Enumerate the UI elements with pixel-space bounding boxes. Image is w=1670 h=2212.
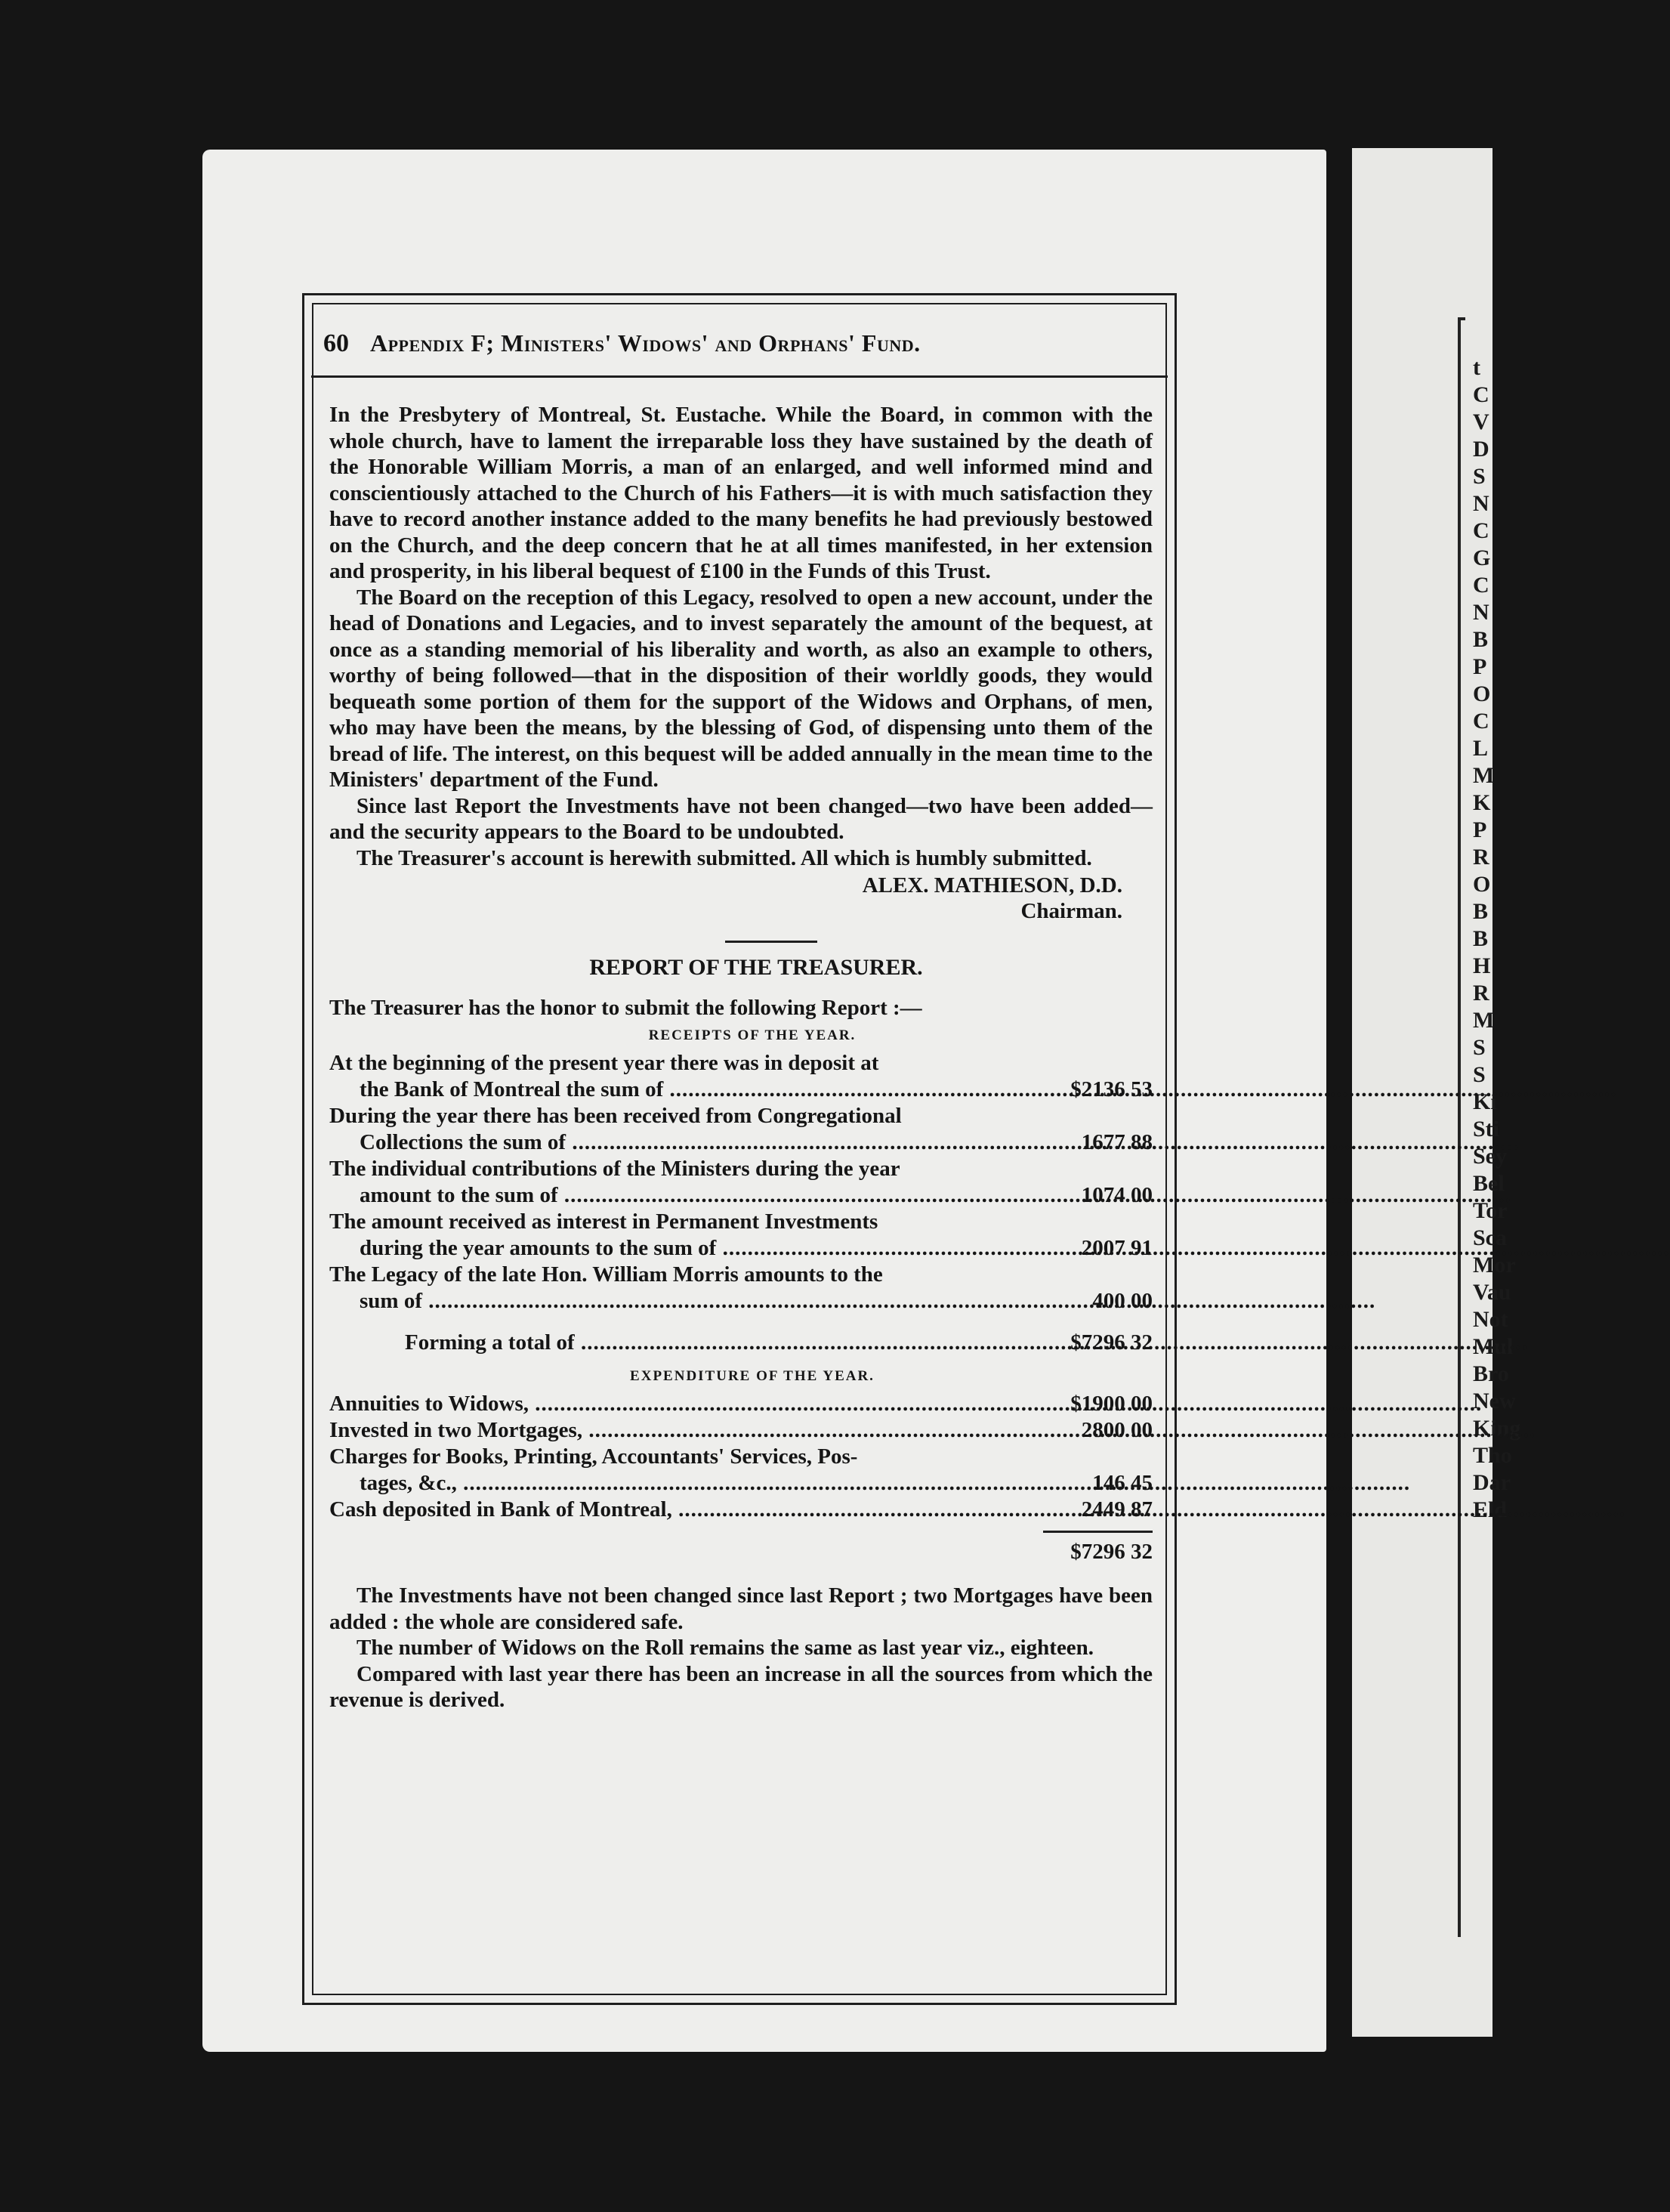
receipt-amount: 1074 00	[1081, 1183, 1153, 1207]
body-paragraph: The Treasurer's account is herewith submitted. All which is humbly submitted.	[357, 845, 1092, 870]
facing-page-fragment: Dar	[1473, 1470, 1511, 1495]
expenditure-total: $7296 32	[1070, 1540, 1153, 1564]
facing-page-fragment: O	[1473, 872, 1491, 897]
facing-page-fragment: t	[1473, 355, 1480, 380]
facing-page-fragment: Bro	[1473, 1361, 1509, 1386]
closing-paragraph: The Investments have not been changed since last Report ; two Mortgages have been added : the whole are considered safe.	[329, 1583, 1153, 1634]
facing-page-fragment: Sti	[1473, 1117, 1500, 1142]
receipt-text: At the beginning of the present year there was in deposit at	[329, 1051, 879, 1075]
signature-name: ALEX. MATHIESON, D.D.	[862, 873, 1122, 897]
expenditure-row	[329, 1391, 1153, 1417]
facing-page-fragment: B	[1473, 899, 1489, 924]
expenditure-text: Annuities to Widows, .....	[329, 1391, 1051, 1417]
signature-block	[329, 873, 1153, 924]
receipt-text-cont: the Bank of Montreal the sum of .....	[329, 1077, 1051, 1103]
facing-page-fragment: C	[1473, 709, 1489, 734]
expenditure-row	[329, 1497, 1153, 1523]
facing-page-fragment: Sey	[1473, 1144, 1507, 1169]
facing-page-fragment: Mor	[1473, 1253, 1516, 1277]
facing-page-fragment: S	[1473, 1035, 1486, 1060]
receipt-row	[329, 1050, 1153, 1103]
receipt-row	[329, 1262, 1153, 1315]
facing-page-fragment: V	[1473, 409, 1489, 434]
receipt-text-cont: Collections the sum of .....	[329, 1129, 1051, 1156]
expenditure-text: Charges for Books, Printing, Accountants' Services, Pos-	[329, 1444, 858, 1469]
facing-page-fragment: B	[1473, 627, 1489, 652]
facing-page-fragment: Ki	[1473, 1089, 1497, 1114]
expenditure-text-cont: tages, &c., .....	[329, 1470, 1051, 1497]
facing-page-fragment: B	[1473, 926, 1489, 951]
sum-rule	[1043, 1531, 1153, 1533]
facing-page-fragment: New	[1473, 1389, 1516, 1413]
receipt-amount: $2136 53	[1070, 1077, 1153, 1101]
expenditure-amount: $1900 00	[1070, 1392, 1153, 1416]
facing-page-fragment: P	[1473, 654, 1487, 679]
receipt-text-cont: sum of .....	[329, 1288, 1051, 1315]
receipt-amount: 2007 91	[1081, 1236, 1153, 1260]
expenditure-amount: 2449 87	[1081, 1497, 1153, 1522]
facing-page-fragment: P	[1473, 817, 1487, 842]
facing-page-fragment: Bel	[1473, 1171, 1505, 1196]
facing-page-fragment: Sca	[1473, 1225, 1507, 1250]
facing-page-fragment: R	[1473, 981, 1489, 1006]
facing-page-fragment: H	[1473, 953, 1491, 978]
expenditure-amount: 146 45	[1092, 1471, 1153, 1495]
body-paragraph: In the Presbytery of Montreal, St. Eustache. While the Board, in common with the whole church, have to lament the irreparable loss they have sustained by the death of the Honorable William Morris, a man of an enlarged, and well informed mind and conscientiously attached to the Church of his Fathers—it is with much satisfaction they have to record another instance added to the many benefits he had previously bestowed on the Church, and the deep concern that he at all times manifested, in her extension and prosperity, in his liberal bequest of £100 in the Funds of this Trust.	[329, 403, 1153, 583]
facing-page-fragment: M	[1473, 763, 1495, 788]
expenditure-list	[329, 1391, 1153, 1523]
receipts-total	[329, 1330, 1153, 1356]
facing-page-fragment: K	[1473, 790, 1491, 815]
total-amount: $7296 32	[1070, 1330, 1153, 1355]
header-title: Appendix F; Ministers' Widows' and Orphans' Fund.	[370, 329, 921, 357]
receipt-text: The amount received as interest in Permanent Investments	[329, 1209, 878, 1234]
facing-page-fragment: O	[1473, 681, 1491, 706]
section-divider	[725, 941, 817, 943]
report-intro: The Treasurer has the honor to submit the following Report :—	[329, 996, 922, 1020]
facing-page-fragment: Tho	[1473, 1443, 1512, 1468]
body-paragraph: Since last Report the Investments have not been changed—two have been added—and the security appears to the Board to be undoubted.	[329, 793, 1153, 844]
facing-page-fragment: G	[1473, 545, 1491, 570]
facing-page-fragment: M	[1473, 1008, 1495, 1033]
running-header	[311, 317, 1168, 378]
expenditure-heading: EXPENDITURE OF THE YEAR.	[630, 1368, 875, 1384]
receipt-text: The individual contributions of the Ministers during the year	[329, 1157, 900, 1181]
facing-page-fragment: C	[1473, 382, 1489, 407]
total-label: Forming a total of .....	[329, 1330, 1051, 1356]
closing-paragraph: Compared with last year there has been an increase in all the sources from which the revenue is derived.	[329, 1661, 1153, 1712]
receipt-row	[329, 1209, 1153, 1262]
facing-page-fragment: Not	[1473, 1307, 1508, 1332]
receipt-text: During the year there has been received from Congregational	[329, 1104, 902, 1128]
receipt-amount: 1677 88	[1081, 1130, 1153, 1154]
expenditure-row	[329, 1444, 1153, 1497]
page-number: 60	[323, 329, 349, 357]
facing-page-fragment: D	[1473, 437, 1489, 462]
facing-page-fragment: S	[1473, 1062, 1486, 1087]
body-paragraph: The Board on the reception of this Legacy, resolved to open a new account, under the head of Donations and Legacies, and to invest separately the amount of the bequest, at once as a standing memorial of his liberality and worth, as also an example to others, worthy of being followed—that in the disposition of their worldly goods, they would bequeath some portion of them for the support of the Widows and Orphans, of men, who may have been the means, by the blessing of God, of dispensing unto them of the bread of life. The interest, on this bequest will be added annually in the mean time to the Ministers' department of the Fund.	[329, 585, 1153, 792]
facing-page-fragment: N	[1473, 491, 1489, 516]
receipts-heading: RECEIPTS OF THE YEAR.	[648, 1027, 857, 1043]
facing-page-fragment: C	[1473, 518, 1489, 543]
receipt-text-cont: during the year amounts to the sum of .....	[329, 1235, 1051, 1262]
facing-page-fragment: Eld	[1473, 1497, 1508, 1522]
facing-page-frame	[1458, 317, 1465, 1937]
expenditure-text: Invested in two Mortgages, .....	[329, 1417, 1051, 1444]
facing-page-fragment: L	[1473, 736, 1489, 761]
report-title: REPORT OF THE TREASURER.	[589, 955, 923, 980]
facing-page-fragment: C	[1473, 573, 1489, 598]
expenditure-row	[329, 1417, 1153, 1444]
facing-page-fragment: Tor	[1473, 1198, 1508, 1223]
receipt-amount: 400 00	[1092, 1289, 1153, 1313]
expenditure-text: Cash deposited in Bank of Montreal, .....	[329, 1497, 1051, 1523]
facing-page-fragment: R	[1473, 845, 1489, 870]
facing-page-fragment: Vau	[1473, 1280, 1511, 1305]
facing-page-fragment: S	[1473, 464, 1486, 489]
signature-role: Chairman.	[1020, 899, 1122, 923]
receipt-row	[329, 1156, 1153, 1209]
facing-page-fragment: N	[1473, 600, 1489, 625]
facing-page-fragment: King	[1473, 1416, 1521, 1441]
receipt-text-cont: amount to the sum of .....	[329, 1182, 1051, 1209]
receipt-row	[329, 1103, 1153, 1156]
expenditure-amount: 2800 00	[1081, 1418, 1153, 1442]
closing-paragraph: The number of Widows on the Roll remains the same as last year viz., eighteen.	[357, 1636, 1094, 1660]
receipt-text: The Legacy of the late Hon. William Morris amounts to the	[329, 1262, 883, 1287]
facing-page-fragment: Mul	[1473, 1334, 1514, 1359]
receipts-list	[329, 1050, 1153, 1315]
page-content	[329, 402, 1153, 1713]
